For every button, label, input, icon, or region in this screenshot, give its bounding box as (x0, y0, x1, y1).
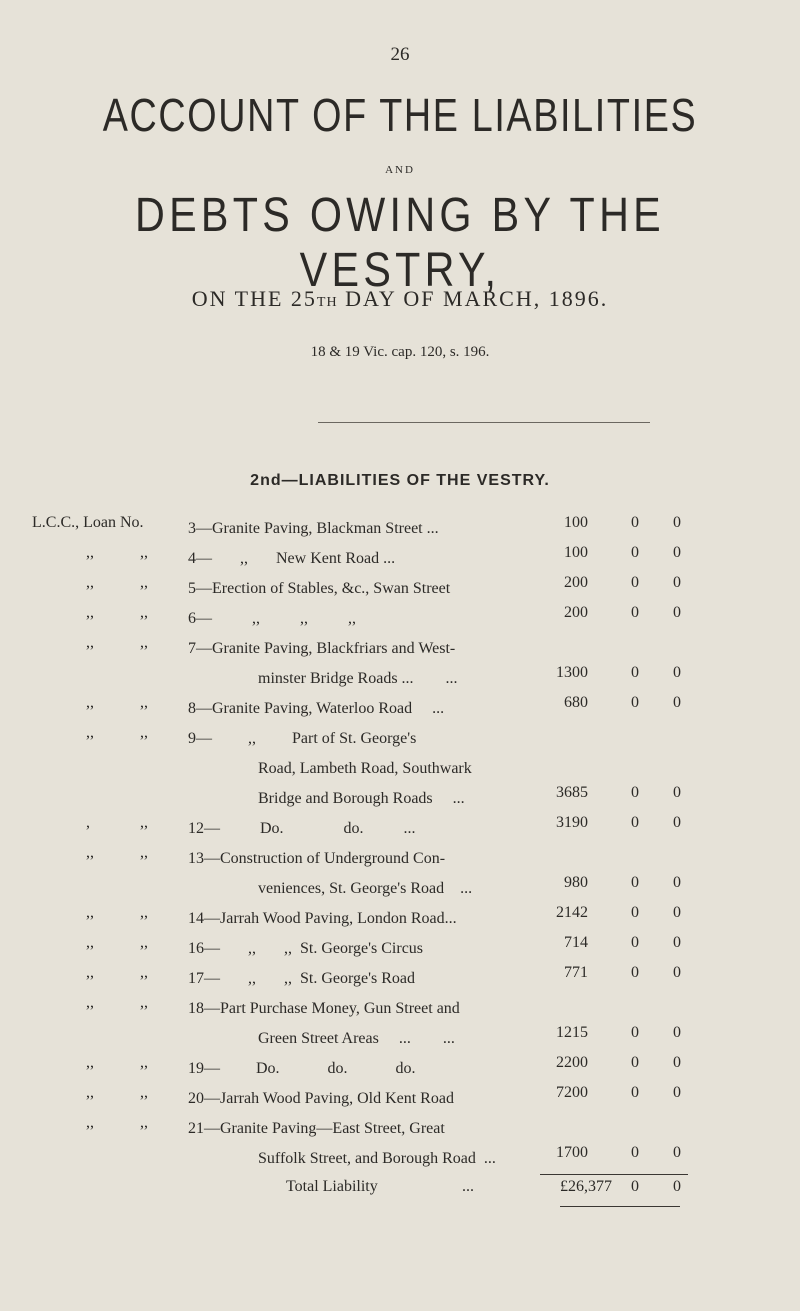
item-description (188, 574, 556, 604)
loan-prefix: L.C.C., Loan No. (32, 514, 144, 531)
date-rest: DAY OF MARCH, 1896. (337, 286, 609, 311)
ditto-mark: ,, (140, 934, 148, 951)
amount-pence: 0 (673, 664, 681, 681)
total-label: Total Liability (286, 1178, 378, 1195)
ditto-mark: ,, (86, 724, 94, 741)
divider (318, 422, 650, 423)
amount-shillings: 0 (631, 1144, 639, 1161)
amount-shillings: 0 (631, 874, 639, 891)
description-line: 3—Granite Paving, Blackman Street ... (188, 520, 439, 537)
ditto-mark: ,, (140, 1114, 148, 1131)
amount-pence: 0 (673, 874, 681, 891)
page-number: 26 (390, 44, 410, 65)
table-row (0, 514, 800, 544)
date-line (0, 286, 800, 312)
amount-pounds: 100 (564, 544, 588, 561)
item-description (188, 964, 556, 994)
amount-shillings: 0 (631, 514, 639, 531)
table-row (0, 574, 800, 604)
table-row (0, 814, 800, 844)
amount-pounds: 714 (564, 934, 588, 951)
amount-pence: 0 (673, 694, 681, 711)
liabilities-table (0, 514, 800, 1208)
ditto-mark: ,, (86, 994, 94, 1011)
description-line: Green Street Areas ... ... (258, 1030, 455, 1047)
amount-shillings: 0 (631, 784, 639, 801)
amount-shillings: 0 (631, 1024, 639, 1041)
amount-pence: 0 (673, 934, 681, 951)
amount-pence: 0 (673, 1144, 681, 1161)
description-line: Road, Lambeth Road, Southwark (258, 760, 472, 777)
amount-pence: 0 (673, 544, 681, 561)
ditto-mark: ,, (140, 694, 148, 711)
total-rule-top (540, 1174, 688, 1175)
amount-shillings: 0 (631, 1054, 639, 1071)
amount-shillings: 0 (631, 604, 639, 621)
table-row (0, 544, 800, 574)
ditto-mark: ,, (140, 844, 148, 861)
amount-pence: 0 (673, 604, 681, 621)
item-description (188, 904, 556, 934)
ditto-mark: ,, (140, 994, 148, 1011)
amount-pence: 0 (673, 574, 681, 591)
date-prefix: ON THE 25 (191, 286, 317, 311)
table-row (0, 694, 800, 724)
amount-pence: 0 (673, 904, 681, 921)
ditto-mark: ,, (140, 814, 148, 831)
amount-shillings: 0 (631, 694, 639, 711)
ditto-mark: ,, (140, 904, 148, 921)
description-line: 18—Part Purchase Money, Gun Street and (188, 1000, 460, 1017)
table-row (0, 1054, 800, 1084)
ditto-mark: ,, (140, 724, 148, 741)
amount-pence: 0 (673, 1084, 681, 1101)
ditto-mark: ,, (86, 934, 94, 951)
ditto-mark: ,, (86, 544, 94, 561)
item-description (188, 994, 556, 1054)
description-line: 21—Granite Paving—East Street, Great (188, 1120, 445, 1137)
description-line: 9— ,, Part of St. George's (188, 730, 417, 747)
amount-pounds: 680 (564, 694, 588, 711)
ditto-mark: ,, (140, 574, 148, 591)
description-line: 7—Granite Paving, Blackfriars and West- (188, 640, 456, 657)
description-line: minster Bridge Roads ... ... (258, 670, 458, 687)
item-description (188, 844, 556, 904)
loan-label (32, 514, 162, 532)
ditto-mark: , (86, 814, 90, 831)
amount-pounds: 3190 (556, 814, 588, 831)
table-row (0, 604, 800, 634)
ditto-mark: ,, (86, 964, 94, 981)
section-title: 2nd—LIABILITIES OF THE VESTRY. (250, 472, 550, 489)
amount-pounds: 2142 (556, 904, 588, 921)
description-line: 13—Construction of Underground Con- (188, 850, 446, 867)
total-rule-bottom (560, 1206, 680, 1207)
amount-shillings: 0 (631, 574, 639, 591)
title-line-1: ACCOUNT OF THE LIABILITIES (102, 89, 698, 141)
ditto-mark: ,, (140, 634, 148, 651)
description-line: 8—Granite Paving, Waterloo Road ... (188, 700, 445, 717)
description-line: 16— ,, ,, St. George's Circus (188, 940, 424, 957)
amount-pounds: 100 (564, 514, 588, 531)
ditto-mark: ,, (86, 1054, 94, 1071)
amount-pounds: 7200 (556, 1084, 588, 1101)
item-description (188, 544, 556, 574)
ditto-mark: ,, (86, 574, 94, 591)
total-amount: £26,377 (560, 1178, 612, 1195)
ditto-mark: ,, (86, 604, 94, 621)
table-row (0, 904, 800, 934)
amount-pounds: 200 (564, 604, 588, 621)
ditto-mark: ,, (140, 544, 148, 561)
amount-pounds: 2200 (556, 1054, 588, 1071)
amount-pounds: 1700 (556, 1144, 588, 1161)
act-reference: 18 & 19 Vic. cap. 120, s. 196. (310, 344, 490, 360)
amount-pounds: 1215 (556, 1024, 588, 1041)
amount-pence: 0 (673, 814, 681, 831)
ditto-mark: ,, (86, 634, 94, 651)
item-description (188, 604, 556, 634)
table-row (0, 844, 800, 904)
table-row (0, 724, 800, 814)
amount-pounds: 200 (564, 574, 588, 591)
table-row (0, 1114, 800, 1174)
ditto-mark: ,, (86, 844, 94, 861)
item-description (188, 1114, 556, 1174)
table-row (0, 934, 800, 964)
date-ordinal: TH (316, 295, 338, 310)
description-line: Bridge and Borough Roads ... (258, 790, 465, 807)
amount-shillings: 0 (631, 934, 639, 951)
amount-shillings: 0 (631, 964, 639, 981)
description-line: 20—Jarrah Wood Paving, Old Kent Road (188, 1090, 454, 1107)
amount-shillings: 0 (631, 1084, 639, 1101)
total-dots: ... (462, 1178, 474, 1195)
title-line-2: DEBTS OWING BY THE VESTRY, (134, 189, 666, 297)
table-row (0, 634, 800, 694)
item-description (188, 934, 556, 964)
ditto-mark: ,, (86, 1114, 94, 1131)
ditto-mark: ,, (140, 1084, 148, 1101)
amount-pounds: 1300 (556, 664, 588, 681)
amount-pounds: 980 (564, 874, 588, 891)
description-line: 19— Do. do. do. (188, 1060, 416, 1077)
item-description (188, 724, 556, 814)
table-row (0, 1084, 800, 1114)
amount-pence: 0 (673, 1054, 681, 1071)
ditto-mark: ,, (86, 694, 94, 711)
ditto-mark: ,, (140, 964, 148, 981)
table-row (0, 964, 800, 994)
description-line: 4— ,, New Kent Road ... (188, 550, 396, 567)
item-description (188, 694, 556, 724)
amount-shillings: 0 (631, 814, 639, 831)
description-line: 12— Do. do. ... (188, 820, 416, 837)
total-row (0, 1174, 800, 1208)
ditto-mark: ,, (86, 1084, 94, 1101)
total-pence: 0 (673, 1178, 681, 1195)
item-description (188, 1054, 556, 1084)
table-row (0, 994, 800, 1054)
amount-pence: 0 (673, 1024, 681, 1041)
ditto-mark: ,, (86, 904, 94, 921)
description-line: 6— ,, ,, ,, (188, 610, 356, 627)
item-description (188, 1084, 556, 1114)
item-description (188, 634, 556, 694)
ditto-mark: ,, (140, 604, 148, 621)
ditto-mark: ,, (140, 1054, 148, 1071)
amount-shillings: 0 (631, 544, 639, 561)
item-description (188, 514, 556, 544)
amount-pence: 0 (673, 784, 681, 801)
description-line: 5—Erection of Stables, &c., Swan Street (188, 580, 451, 597)
title-and: AND (385, 164, 415, 176)
description-line: 14—Jarrah Wood Paving, London Road... (188, 910, 457, 927)
amount-pence: 0 (673, 964, 681, 981)
amount-shillings: 0 (631, 904, 639, 921)
description-line: veniences, St. George's Road ... (258, 880, 473, 897)
amount-shillings: 0 (631, 664, 639, 681)
amount-pounds: 771 (564, 964, 588, 981)
item-description (188, 814, 556, 844)
total-shillings: 0 (631, 1178, 639, 1195)
description-line: 17— ,, ,, St. George's Road (188, 970, 416, 987)
description-line: Suffolk Street, and Borough Road ... (258, 1150, 496, 1167)
amount-pounds: 3685 (556, 784, 588, 801)
amount-pence: 0 (673, 514, 681, 531)
